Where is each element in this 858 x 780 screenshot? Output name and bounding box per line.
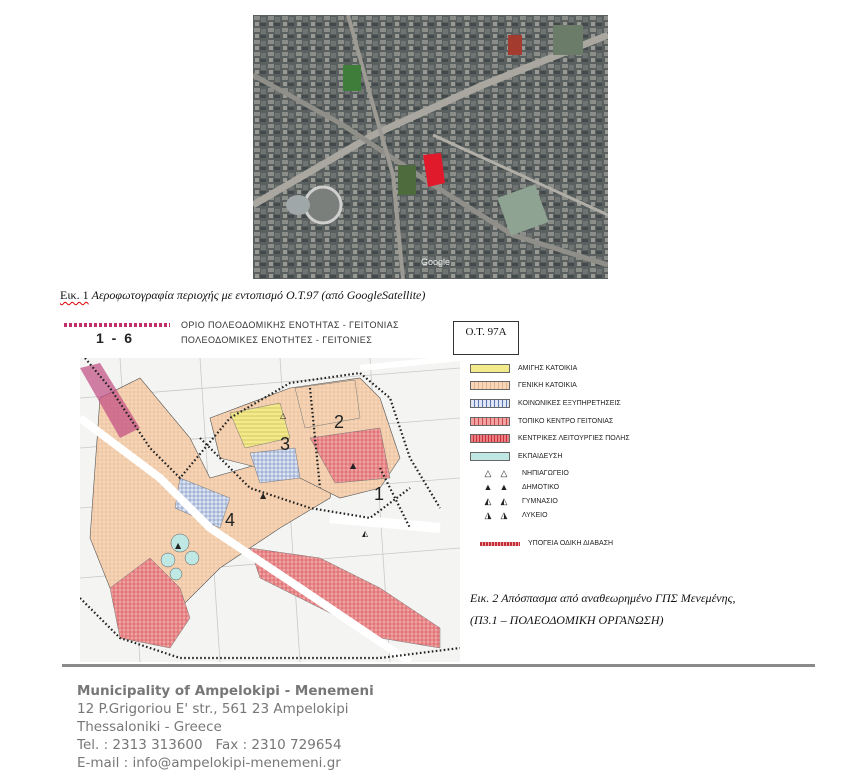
legend-row — [470, 417, 613, 426]
legend-row — [480, 468, 569, 479]
footer-divider — [62, 664, 815, 667]
legend-label: ΓΕΝΙΚΗ ΚΑΤΟΙΚΙΑ — [518, 382, 577, 389]
lyceum-alt-icon: ◮ — [500, 510, 508, 520]
svg-text:▲: ▲ — [175, 541, 182, 550]
underpass-swatch — [480, 542, 520, 546]
svg-text:▲: ▲ — [260, 491, 267, 500]
legend-row — [470, 434, 630, 443]
footer-address: 12 P.Grigoriou E' str., 561 23 Ampelokipi — [77, 701, 349, 717]
legend-label: ΕΚΠΑΙΔΕΥΣΗ — [518, 453, 563, 460]
svg-text:◭: ◭ — [362, 529, 369, 538]
unit-number-2: 2 — [334, 412, 345, 432]
block-label: Ο.Τ. 97Α — [465, 326, 507, 338]
kindergarten-alt-icon: △ — [500, 468, 508, 478]
legend-row — [480, 482, 559, 492]
figure1-caption-text: Αεροφωτογραφία περιοχής με εντοπισμό Ο.Τ.97 (από GoogleSatellite) — [91, 288, 426, 302]
footer-phone: Tel. : 2313 313600 Fax : 2310 729654 — [77, 737, 342, 753]
unit-number-4: 4 — [225, 510, 236, 530]
units-range: 1 - 6 — [96, 330, 135, 346]
legend-label: ΤΟΠΙΚΟ ΚΕΝΤΡΟ ΓΕΙΤΟΝΙΑΣ — [518, 418, 614, 425]
legend-row — [470, 452, 562, 461]
block-label-box — [453, 321, 519, 355]
legend-row — [470, 364, 577, 373]
figure1-caption-prefix: Εικ. 1 — [60, 288, 89, 302]
planning-map — [80, 358, 460, 662]
google-watermark: Google — [421, 257, 451, 267]
legend-label: ΑΜΙΓΗΣ ΚΑΤΟΙΚΙΑ — [518, 365, 578, 372]
unit-number-1: 1 — [374, 484, 385, 504]
legend-label: ΓΥΜΝΑΣΙΟ — [522, 498, 558, 505]
legend-row — [480, 510, 548, 521]
svg-text:△: △ — [280, 411, 287, 420]
legend-label: ΝΗΠΙΑΓΩΓΕΙΟ — [522, 470, 569, 477]
boundary-line-swatch — [64, 323, 170, 327]
legend-swatch — [470, 452, 510, 461]
legend-label: ΛΥΚΕΙΟ — [522, 512, 548, 519]
legend-row — [480, 496, 558, 507]
gymnasium-alt-icon: ◭ — [500, 496, 508, 506]
lyceum-icon: ◮ — [484, 510, 492, 520]
legend-label: ΔΗΜΟΤΙΚΟ — [522, 483, 560, 491]
aerial-photo — [253, 15, 608, 279]
legend-row — [480, 540, 613, 547]
figure1-caption — [60, 288, 425, 303]
footer-city: Thessaloniki - Greece — [77, 719, 222, 735]
footer-org: Municipality of Ampelokipi - Menemeni — [77, 683, 374, 699]
legend-row — [470, 399, 621, 408]
kindergarten-icon: △ — [484, 468, 492, 478]
legend-label: ΚΕΝΤΡΙΚΕΣ ΛΕΙΤΟΥΡΓΙΕΣ ΠΟΛΗΣ — [518, 435, 630, 442]
primary-school-icon: ▲ — [483, 482, 493, 492]
figure2-caption-line1: Εικ. 2 Απόσπασμα από αναθεωρημένο ΓΠΣ Μενεμένης, — [470, 591, 736, 605]
legend-label: ΚΟΙΝΩΝΙΚΕΣ ΕΞΥΠΗΡΕΤΗΣΕΙΣ — [518, 400, 621, 407]
legend-swatch — [470, 417, 510, 426]
figure2-caption-line2: (Π3.1 – ΠΟΛΕΟΔΟΜΙΚΗ ΟΡΓΑΝΩΣΗ) — [470, 613, 664, 627]
footer-email[interactable]: E-mail : info@ampelokipi-menemeni.gr — [77, 755, 341, 771]
primary-school-alt-icon: ▲ — [499, 482, 509, 492]
gymnasium-icon: ◭ — [484, 496, 492, 506]
legend-swatch — [470, 364, 510, 373]
legend-swatch — [470, 434, 510, 443]
legend-swatch — [470, 399, 510, 408]
svg-text:▲: ▲ — [350, 461, 357, 470]
unit-number-3: 3 — [280, 434, 291, 454]
legend-label: ΥΠΟΓΕΙΑ ΟΔΙΚΗ ΔΙΑΒΑΣΗ — [528, 540, 614, 547]
boundary-label: ΟΡΙΟ ΠΟΛΕΟΔΟΜΙΚΗΣ ΕΝΟΤΗΤΑΣ - ΓΕΙΤΟΝΙΑΣ — [181, 320, 400, 330]
legend-swatch — [470, 381, 510, 390]
units-label: ΠΟΛΕΟΔΟΜΙΚΕΣ ΕΝΟΤΗΤΕΣ - ΓΕΙΤΟΝΙΕΣ — [181, 335, 373, 345]
map-legend — [470, 364, 670, 554]
legend-row — [470, 381, 577, 390]
